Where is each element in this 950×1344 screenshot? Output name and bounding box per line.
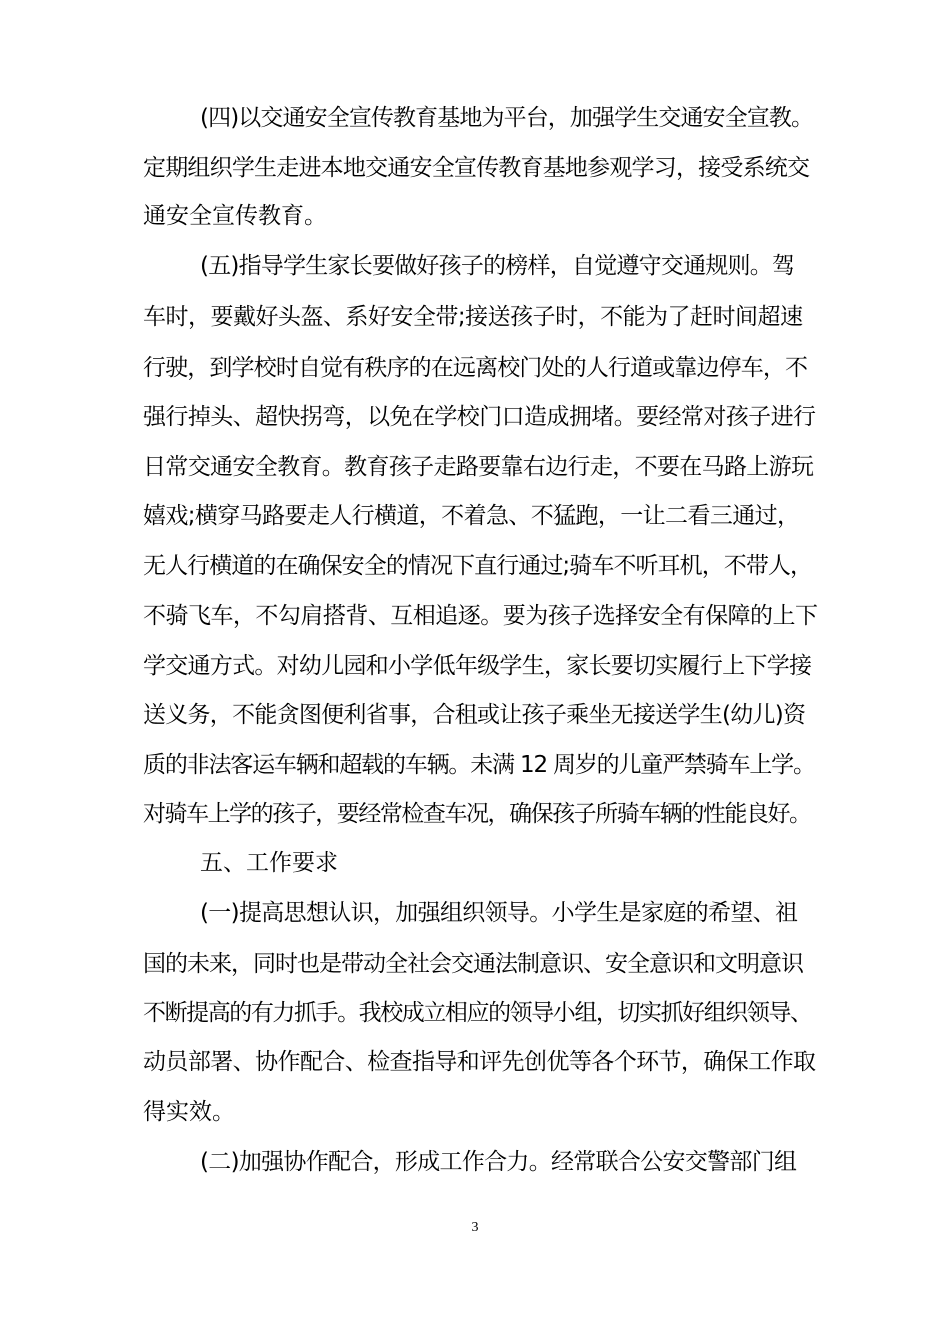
text-line bbox=[0, 993, 950, 1033]
text-line bbox=[0, 297, 950, 337]
section-heading-text: 五、工作要求 bbox=[200, 850, 338, 876]
text-line-content: 嬉戏;横穿马路要走人行横道，不着急、不猛跑，一让二看三通过， bbox=[143, 503, 800, 529]
text-line bbox=[0, 596, 950, 636]
text-line bbox=[0, 1042, 950, 1082]
text-line-content: 定期组织学生走进本地交通安全宣传教育基地参观学习，接受系统交 bbox=[143, 155, 810, 181]
text-line bbox=[0, 447, 950, 487]
text-line-content: 送义务，不能贪图便利省事，合租或让孩子乘坐无接送学生(幼儿)资 bbox=[143, 702, 806, 728]
text-line-content: 行驶，到学校时自觉有秩序的在远离校门处的人行道或靠边停车，不 bbox=[143, 355, 808, 381]
text-line bbox=[0, 745, 950, 785]
text-line bbox=[0, 695, 950, 735]
text-line bbox=[0, 1142, 950, 1182]
text-line-content: 对骑车上学的孩子，要经常检查车况，确保孩子所骑车辆的性能良好。 bbox=[143, 801, 811, 827]
text-line bbox=[0, 148, 950, 188]
text-line bbox=[0, 397, 950, 437]
text-line bbox=[0, 196, 950, 236]
text-line-content: 学交通方式。对幼儿园和小学低年级学生，家长要切实履行上下学接 bbox=[143, 653, 812, 679]
text-line bbox=[0, 246, 950, 286]
text-line bbox=[0, 646, 950, 686]
section-heading bbox=[0, 843, 950, 883]
text-line bbox=[0, 944, 950, 984]
text-line bbox=[0, 546, 950, 586]
page-number: 3 bbox=[471, 1220, 479, 1235]
text-line-content: (五)指导学生家长要做好孩子的榜样，自觉遵守交通规则。驾 bbox=[200, 253, 795, 279]
text-line bbox=[0, 98, 950, 138]
text-line bbox=[0, 794, 950, 834]
text-line-content: 强行掉头、超快拐弯，以免在学校门口造成拥堵。要经常对孩子进行 bbox=[143, 404, 816, 430]
text-line-content: 国的未来，同时也是带动全社会交通法制意识、安全意识和文明意识 bbox=[143, 951, 803, 977]
text-line bbox=[0, 496, 950, 536]
text-line-content: 动员部署、协作配合、检查指导和评先创优等各个环节，确保工作取 bbox=[143, 1049, 816, 1075]
text-line-content: 通安全宣传教育。 bbox=[143, 203, 327, 229]
text-line-content: 得实效。 bbox=[143, 1099, 235, 1125]
text-line bbox=[0, 348, 950, 388]
text-line-content: (一)提高思想认识，加强组织领导。小学生是家庭的希望、祖 bbox=[200, 900, 798, 926]
text-line-content: (四)以交通安全宣传教育基地为平台，加强学生交通安全宣教。 bbox=[200, 105, 814, 131]
text-line-content: (二)加强协作配合，形成工作合力。经常联合公安交警部门组 bbox=[200, 1149, 797, 1175]
text-line bbox=[0, 1092, 950, 1132]
text-line-content: 不骑飞车，不勾肩搭背、互相追逐。要为孩子选择安全有保障的上下 bbox=[143, 603, 818, 629]
text-line-content: 不断提高的有力抓手。我校成立相应的领导小组，切实抓好组织领导、 bbox=[143, 1000, 812, 1026]
text-line-content: 无人行横道的在确保安全的情况下直行通过;骑车不听耳机，不带人， bbox=[143, 553, 813, 579]
text-line bbox=[0, 893, 950, 933]
text-line-content: 质的非法客运车辆和超载的车辆。未满 12 周岁的儿童严禁骑车上学。 bbox=[143, 752, 815, 778]
text-line-content: 车时，要戴好头盔、系好安全带;接送孩子时，不能为了赶时间超速 bbox=[143, 304, 803, 330]
text-line-content: 日常交通安全教育。教育孩子走路要靠右边行走，不要在马路上游玩 bbox=[143, 454, 814, 480]
